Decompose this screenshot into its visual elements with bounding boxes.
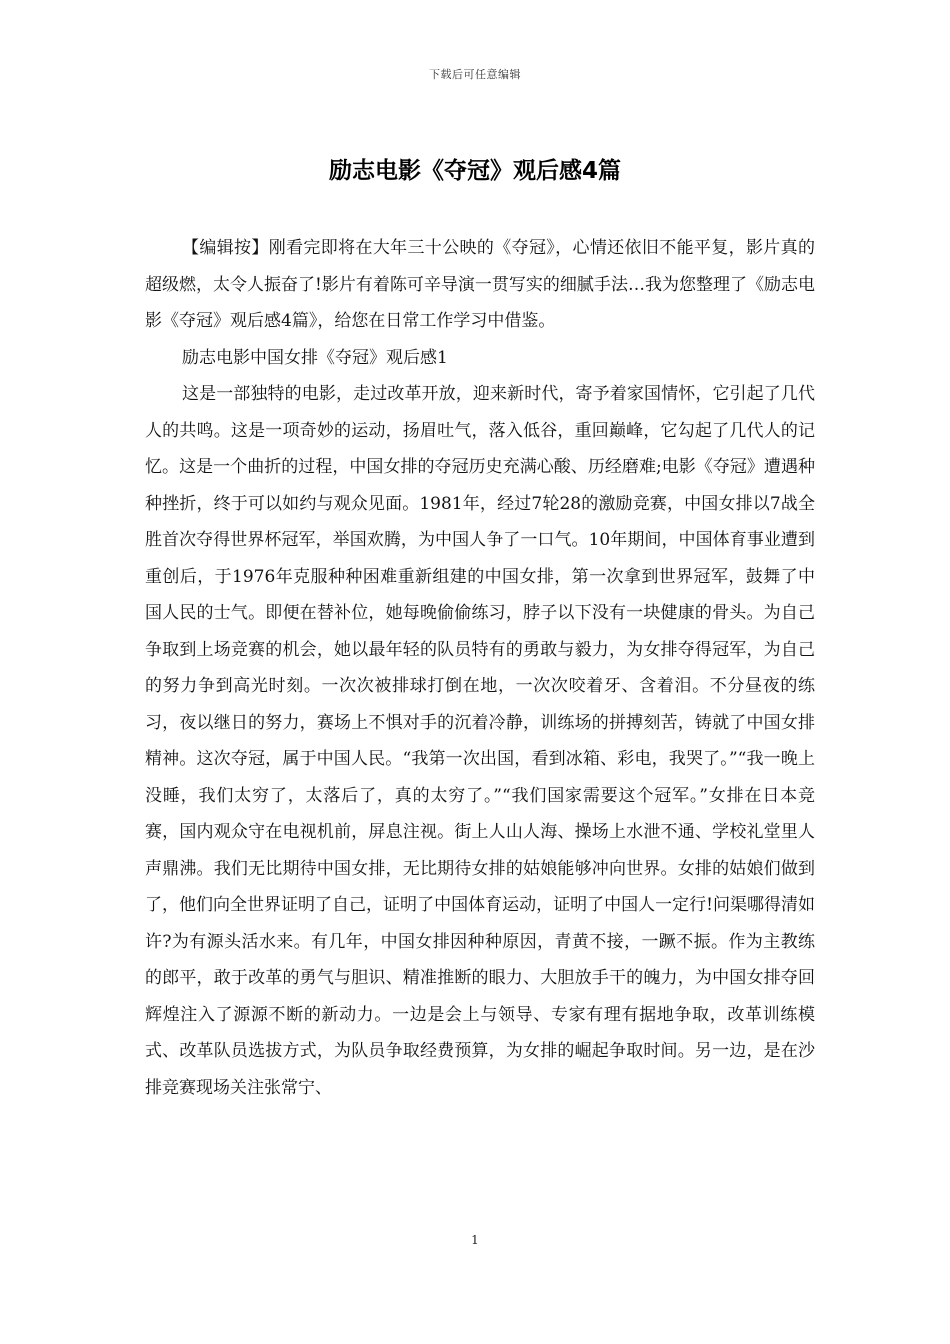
- page-number: 1: [471, 1233, 479, 1247]
- editor-note-paragraph: 【编辑按】刚看完即将在大年三十公映的《夺冠》，心情还依旧不能平复，影片真的超级燃，太令人振奋了!影片有着陈可辛导演一贯写实的细腻手法…我为您整理了《励志电影《夺冠》观后感4篇》，给您在日常工作学习中借鉴。: [145, 238, 815, 331]
- document-body: [145, 230, 815, 1106]
- header-note: 下载后可任意编辑: [429, 68, 521, 81]
- essay-paragraph: 这是一部独特的电影，走过改革开放，迎来新时代，寄予着家国情怀，它引起了几代人的共鸣。这是一项奇妙的运动，扬眉吐气，落入低谷，重回巅峰，它勾起了几代人的记忆。这是一个曲折的过程，中国女排的夺冠历史充满心酸、历经磨难;电影《夺冠》遭遇种种挫折，终于可以如约与观众见面。1981年，经过7轮28的激励竞赛，中国女排以7战全胜首次夺得世界杯冠军，举国欢腾，为中国人争了一口气。10年期间，中国体育事业遭到重创后，于1976年克服种种困难重新组建的中国女排，第一次拿到世界冠军，鼓舞了中国人民的士气。即便在替补位，她每晚偷偷练习，脖子以下没有一块健康的骨头。为自己争取到上场竞赛的机会，她以最年轻的队员特有的勇敢与毅力，为女排夺得冠军，为自己的努力争到高光时刻。一次次被排球打倒在地，一次次咬着牙、含着泪。不分昼夜的练习，夜以继日的努力，赛场上不惧对手的沉着冷静，训练场的拼搏刻苦，铸就了中国女排精神。这次夺冠，属于中国人民。“我第一次出国，看到冰箱、彩电，我哭了。”“我一晚上没睡，我们太穷了，太落后了，真的太穷了。”“我们国家需要这个冠军。”女排在日本竞赛，国内观众守在电视机前，屏息注视。街上人山人海、操场上水泄不通、学校礼堂里人声鼎沸。我们无比期待中国女排，无比期待女排的姑娘能够冲向世界。女排的姑娘们做到了，他们向全世界证明了自己，证明了中国体育运动，证明了中国人一定行!问渠哪得清如许?为有源头活水来。有几年，中国女排因种种原因，青黄不接，一蹶不振。作为主教练的郎平，敢于改革的勇气与胆识、精准推断的眼力、大胆放手干的魄力，为中国女排夺回辉煌注入了源源不断的新动力。一边是会上与领导、专家有理有据地争取，改革训练模式、改革队员选拔方式，为队员争取经费预算，为女排的崛起争取时间。另一边，是在沙排竞赛现场关注张常宁、: [145, 384, 815, 1098]
- document-title: 励志电影《夺冠》观后感4篇: [328, 158, 621, 184]
- section-heading: 励志电影中国女排《夺冠》观后感1: [182, 347, 448, 368]
